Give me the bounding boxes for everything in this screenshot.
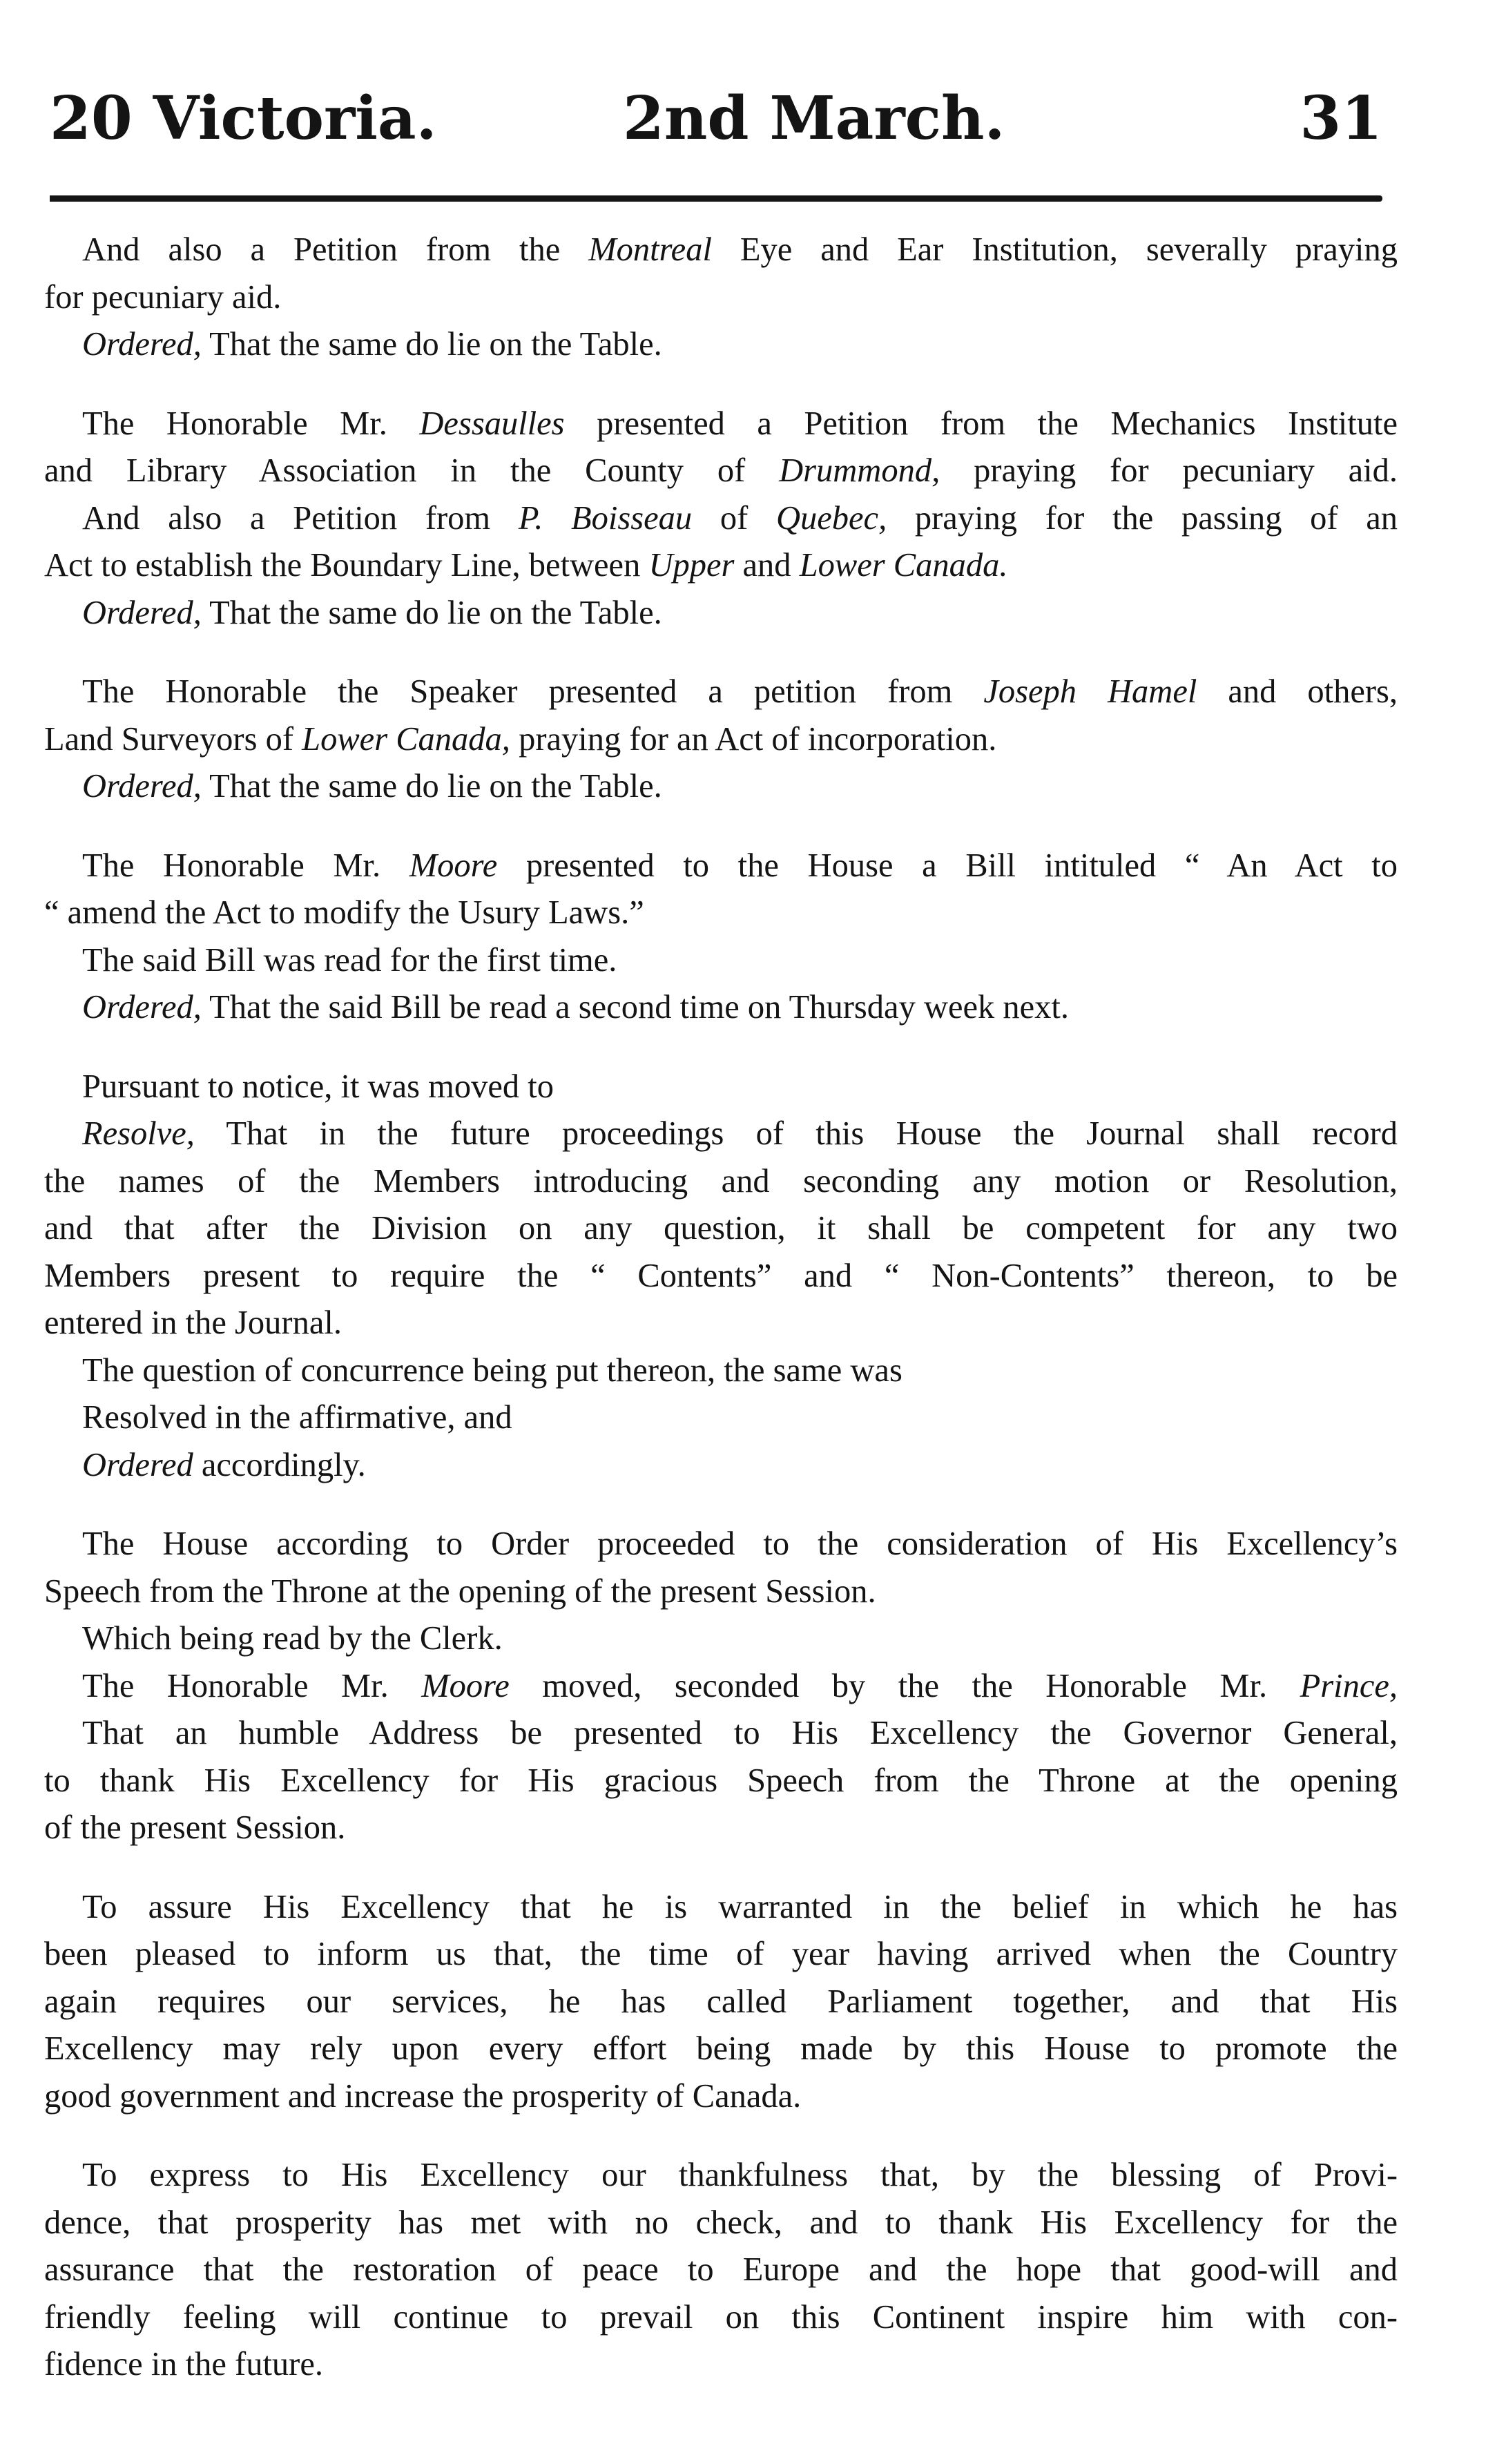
text-run: of the present Session. [44, 1809, 346, 1846]
italic-text: Moore [409, 847, 498, 884]
text-run: The Honorable the Speaker presented a petition from [82, 673, 984, 710]
text-run: the names of the Members introducing and seconding any motion or Resolution, [44, 1162, 1398, 1200]
text-run: That the same do lie on the Table. [201, 768, 662, 805]
text-run: friendly feeling will continue to prevail on this Continent inspire him with con- [44, 2298, 1398, 2336]
text-line [44, 227, 1398, 274]
text-run: To express to His Excellency our thankfulness that, by the blessing of Provi- [82, 2157, 1398, 2193]
paragraph [44, 1521, 1398, 1852]
text-run: presented a Petition from the Mechanics Institute [564, 405, 1398, 442]
text-line [44, 2200, 1398, 2247]
text-line [44, 1884, 1398, 1932]
text-run: dence, that prosperity has met with no check, and to thank His Excellency for the [44, 2204, 1398, 2241]
text-run: The Honorable Mr. [82, 847, 409, 884]
text-run: That the said Bill be read a second time on Thursday week next. [201, 989, 1070, 1026]
italic-text: Dessaulles [419, 405, 565, 442]
text-line [44, 1931, 1398, 1979]
text-run: and others, [1197, 673, 1398, 710]
text-line [44, 401, 1398, 448]
text-line [44, 590, 1398, 637]
text-run: again requires our services, he has called Parliament together, and that His [44, 1983, 1398, 2020]
session-label: 20 Victoria. [50, 84, 437, 153]
paragraph [44, 1063, 1398, 1490]
italic-text: P. Boisseau [518, 499, 693, 537]
text-line [44, 1804, 1398, 1852]
text-run: Land Surveyors of [44, 720, 302, 758]
text-run: “ amend the Act to modify the Usury Laws.” [44, 894, 644, 931]
text-run: The said Bill was read for the first time. [82, 941, 617, 979]
text-run: and Library Association in the County of [44, 452, 780, 489]
text-line [44, 1158, 1398, 1206]
text-line [44, 1110, 1398, 1158]
text-run: Act to establish the Boundary Line, between [44, 547, 649, 584]
text-line [44, 2294, 1398, 2342]
text-run: assurance that the restoration of peace to Europe and the hope that good-will and [44, 2251, 1398, 2288]
text-run: Speech from the Throne at the opening of the present Session. [44, 1572, 876, 1610]
text-run: praying for pecuniary aid. [940, 452, 1398, 489]
text-run: Excellency may rely upon every effort being made by this House to promote the [44, 2030, 1398, 2067]
text-run: The question of concurrence being put thereon, the same was [82, 1351, 902, 1389]
text-line [44, 542, 1398, 590]
text-line [44, 668, 1398, 716]
text-run: presented to the House a Bill intituled “ An Act to [497, 847, 1398, 884]
text-run: That in the future proceedings of this House the Journal shall record [194, 1115, 1398, 1152]
paragraph [44, 668, 1398, 811]
text-line [44, 2152, 1398, 2200]
text-line [44, 2246, 1398, 2294]
italic-text: Ordered, [82, 594, 202, 631]
text-run: Pursuant to notice, it was moved to [82, 1068, 554, 1105]
paragraph [44, 1884, 1398, 2121]
italic-text: Lower Canada, [302, 720, 510, 758]
text-line [44, 937, 1398, 985]
text-line [44, 984, 1398, 1032]
text-run: Resolved in the affirmative, and [82, 1399, 512, 1436]
text-line [44, 1710, 1398, 1758]
text-run: The Honorable Mr. [82, 405, 420, 442]
text-line [44, 1521, 1398, 1568]
italic-text: Ordered [82, 1446, 193, 1483]
text-line [44, 2073, 1398, 2121]
text-run: And also a Petition from the [82, 231, 589, 268]
text-line [44, 1758, 1398, 1805]
text-line [44, 274, 1398, 322]
paragraph [44, 2152, 1398, 2389]
italic-text: Drummond, [779, 452, 940, 489]
italic-text: Ordered, [82, 989, 202, 1026]
text-line [44, 716, 1398, 764]
italic-text: Lower Canada. [799, 547, 1008, 584]
text-run: The Honorable Mr. [82, 1667, 422, 1704]
italic-text: Upper [648, 547, 735, 584]
text-line [44, 447, 1398, 495]
header-rule [50, 195, 1382, 202]
text-run: That the same do lie on the Table. [201, 594, 662, 631]
text-line [44, 843, 1398, 890]
text-line [44, 1442, 1398, 1490]
text-run: praying for an Act of incorporation. [510, 720, 997, 758]
italic-text: Montreal [588, 231, 712, 268]
italic-text: Ordered, [82, 326, 202, 363]
italic-text: Resolve, [82, 1115, 195, 1152]
page-number: 31 [1300, 84, 1382, 153]
text-run: That the same do lie on the Table. [201, 326, 662, 363]
italic-text: Moore [421, 1667, 510, 1704]
text-line [44, 2025, 1398, 2073]
text-line [44, 495, 1398, 543]
text-run: to thank His Excellency for His gracious Speech from the Throne at the opening [44, 1762, 1398, 1799]
text-run: entered in the Journal. [44, 1305, 342, 1341]
italic-text: Ordered, [82, 768, 202, 805]
paragraph [44, 227, 1398, 369]
text-run: To assure His Excellency that he is warranted in the belief in which he has [82, 1888, 1398, 1925]
text-line [44, 1300, 1398, 1347]
italic-text: Joseph Hamel [983, 673, 1197, 710]
text-line [44, 1347, 1398, 1395]
text-line [44, 1063, 1398, 1111]
text-run: fidence in the future. [44, 2346, 323, 2383]
text-run: been pleased to inform us that, the time of year having arrived when the Country [44, 1936, 1398, 1972]
journal-body [44, 227, 1398, 2420]
text-line [44, 1394, 1398, 1442]
paragraph [44, 843, 1398, 1032]
running-header [50, 77, 1382, 160]
text-line [44, 1615, 1398, 1663]
text-line [44, 1253, 1398, 1300]
text-run: accordingly. [193, 1446, 366, 1483]
text-run: And also a Petition from [82, 499, 519, 537]
text-line [44, 1663, 1398, 1711]
text-run: and [734, 547, 800, 584]
text-run: Members present to require the “ Contents” and “ Non-Contents” thereon, to be [44, 1257, 1398, 1294]
text-run: for pecuniary aid. [44, 278, 282, 316]
text-run: praying for the passing of an [887, 499, 1398, 537]
date-heading: 2nd March. [623, 84, 1005, 153]
text-run: and that after the Division on any question, it shall be competent for any two [44, 1210, 1398, 1247]
text-line [44, 1205, 1398, 1253]
text-line [44, 2341, 1398, 2389]
text-run: Which being read by the Clerk. [82, 1620, 503, 1657]
text-line [44, 763, 1398, 811]
text-run: The House according to Order proceeded to the consideration of His Excellency’s [82, 1525, 1398, 1562]
text-run: Eye and Ear Institution, severally praying [711, 231, 1398, 268]
text-run: That an humble Address be presented to His Excellency the Governor General, [82, 1715, 1398, 1751]
paragraph [44, 401, 1398, 637]
text-line [44, 1568, 1398, 1616]
text-run: moved, seconded by the the Honorable Mr. [509, 1667, 1300, 1704]
italic-text: Quebec, [775, 499, 887, 537]
text-line [44, 1979, 1398, 2026]
text-line [44, 321, 1398, 369]
text-run: of [692, 499, 776, 537]
italic-text: Prince, [1300, 1667, 1398, 1704]
text-line [44, 889, 1398, 937]
text-run: good government and increase the prosperity of Canada. [44, 2077, 802, 2115]
